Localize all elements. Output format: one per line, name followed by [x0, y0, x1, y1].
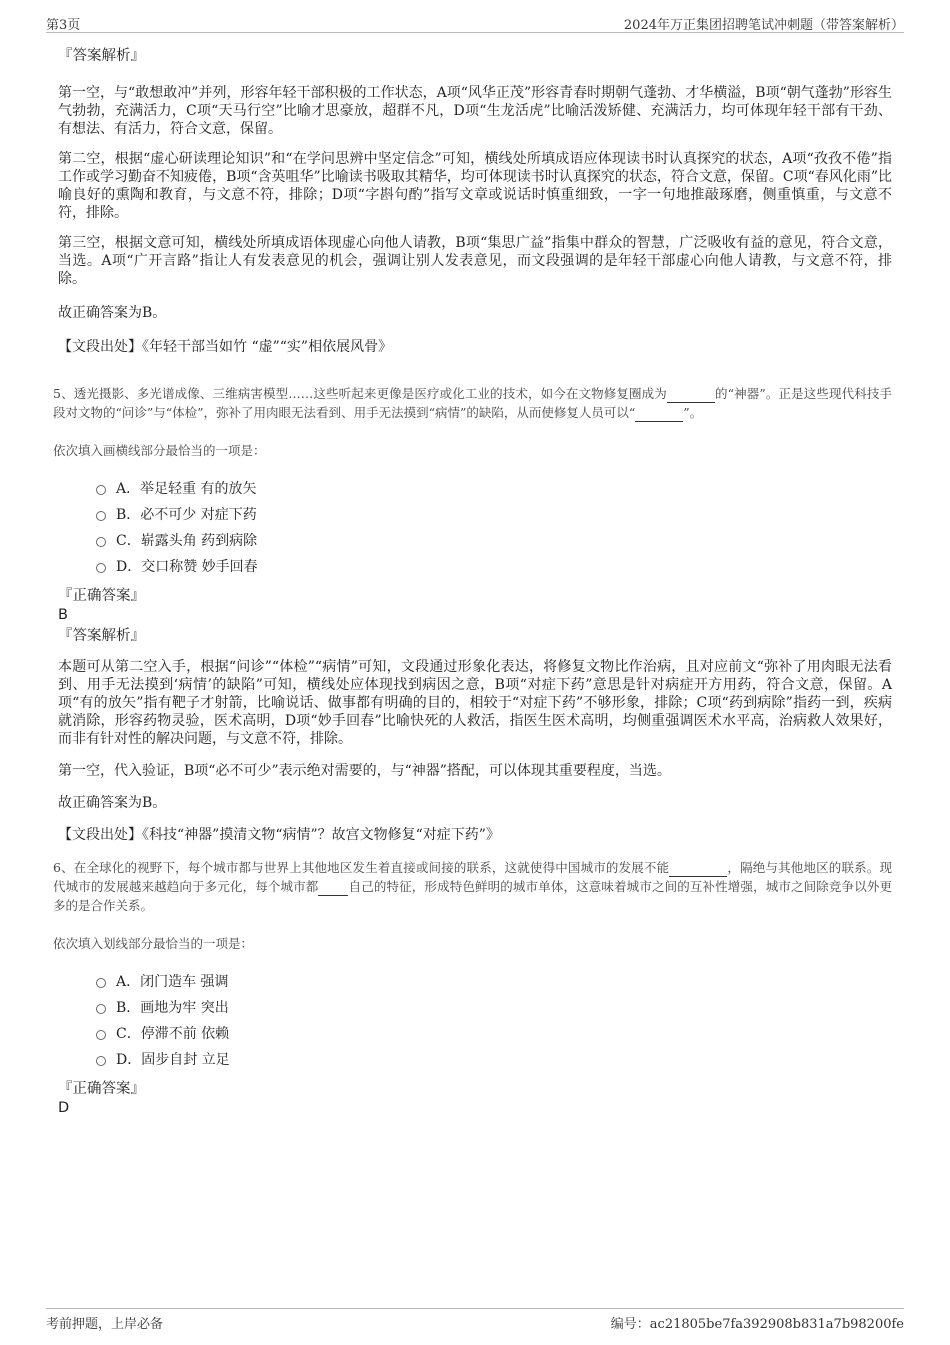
q5-analysis-label: 『答案解析』	[58, 628, 145, 644]
q4-conclusion: 故正确答案为B。	[58, 305, 167, 321]
q5-option-a[interactable]: A．举足轻重 有的放矢	[96, 476, 892, 502]
q6-blank-1	[669, 862, 727, 877]
q4-analysis-label: 『答案解析』	[58, 48, 145, 64]
q5-analysis-p1: 本题可从第二空入手，根据“问诊”“体检”“病情”可知，文段通过形象化表达，将修复文物比作治病，且对应前文“弥补了用肉眼无法看到、用手无法摸到‘病情’的缺陷”可知，横线处应体现找到病因之意，B项“对症下药”意思是针对病症开方用药，符合文意，保留。A项“有的放矢”指有靶子才射箭，比喻说话、做事都有明确的目的，相较于“对症下药”不够形象，排除；C项“药到病除”指药一到，疾病就消除，形容药物灵验，医术高明，D项“妙手回春”比喻快死的人救活，指医生医术高明，均侧重强调医术水平高，治病救人效果好，而非有针对性的解决问题，与文意不符，排除。	[58, 659, 892, 747]
q6-answer-label: 『正确答案』	[58, 1081, 145, 1097]
q4-analysis-p2: 第二空，根据“虚心研读理论知识”和“在学问思辨中坚定信念”可知，横线处所填成语应体现读书时认真探究的状态，A项“孜孜不倦”指工作或学习勤奋不知疲倦，B项“含英咀华”比喻读书吸取其精华，均可体现读书时认真探究的状态，符合文意，保留。C项“春风化雨”比喻良好的熏陶和教育，与文意不符，排除；D项“字斟句酌”指写文章或说话时慎重细致，一字一句地推敲琢磨，侧重慎重，与文意不符，排除。	[58, 151, 892, 221]
q5-option-c[interactable]: C．崭露头角 药到病除	[96, 528, 892, 554]
q5-text-a: 5、透光摄影、多光谱成像、三维病害模型……这些听起来更像是医疗或化工业的技术，如今在文物修复圈成为	[53, 386, 667, 401]
q6-option-c[interactable]: C．停滞不前 依赖	[96, 1021, 892, 1047]
q5-blank-1	[667, 388, 715, 403]
page-content	[53, 44, 892, 1117]
document-id: 编号：ac21805be7fa392908b831a7b98200fe	[610, 1317, 904, 1332]
q5-option-d[interactable]: D．交口称赞 妙手回春	[96, 554, 892, 580]
q6-option-b[interactable]: B．画地为牢 突出	[96, 995, 892, 1021]
page-header	[46, 12, 904, 33]
q6-stem	[53, 858, 892, 915]
q5-stem	[53, 384, 892, 422]
q5-answer-label: 『正确答案』	[58, 588, 145, 604]
q6-text-a: 6、在全球化的视野下，每个城市都与世界上其他地区发生着直接或间接的联系，这就使得中国城市的发展不能	[53, 860, 670, 875]
radio-icon[interactable]	[96, 1030, 106, 1040]
radio-icon[interactable]	[96, 1056, 106, 1066]
q6-options	[96, 969, 892, 1073]
radio-icon[interactable]	[96, 563, 106, 573]
radio-icon[interactable]	[96, 485, 106, 495]
q4-analysis-p3: 第三空，根据文意可知，横线处所填成语体现虚心向他人请教，B项“集思广益”指集中群众的智慧，广泛吸收有益的意见，符合文意，当选。A项“广开言路”指让人有发表意见的机会，强调让别人发表意见，而文段强调的是年轻干部虚心向他人请教，与文意不符，排除。	[58, 235, 892, 287]
footer-slogan: 考前押题，上岸必备	[46, 1317, 164, 1332]
radio-icon[interactable]	[96, 511, 106, 521]
q6-option-a[interactable]: A．闭门造车 强调	[96, 969, 892, 995]
q5-conclusion: 故正确答案为B。	[58, 795, 167, 811]
page-number: 第3页	[46, 18, 81, 33]
radio-icon[interactable]	[96, 978, 106, 988]
q6-blank-2	[318, 881, 348, 896]
q6-text-c: 自己的特征，形成特色鲜明的城市单体，这意味着城市之间的互补性增强，城市之间除竞争以外更多的是合作关系。	[53, 879, 892, 913]
q5-text-b: 的“神器”。正是这些现代科技手段对文物的“问诊”与“体检”，弥补了用肉眼无法看到、用手无法摸到“病情”的缺陷，从而使修复人员可以“	[53, 386, 892, 420]
q5-options	[96, 476, 892, 580]
q6-text-b: ，隔绝与其他地区的联系。现代城市的发展越来越趋向于多元化，每个城市都	[53, 860, 892, 894]
radio-icon[interactable]	[96, 1004, 106, 1014]
q6-instruction: 依次填入划线部分最恰当的一项是：	[53, 936, 254, 951]
q5-analysis-p2: 第一空，代入验证，B项“必不可少”表示绝对需要的，与“神器”搭配，可以体现其重要程度，当选。	[58, 763, 671, 779]
page-footer	[46, 1308, 904, 1332]
q5-blank-2	[635, 407, 683, 422]
q5-instruction: 依次填入画横线部分最恰当的一项是：	[53, 443, 266, 458]
q4-analysis-p1: 第一空，与“敢想敢冲”并列，形容年轻干部积极的工作状态，A项“风华正茂”形容青春时期朝气蓬勃、才华横溢，B项“朝气蓬勃”形容生气勃勃，充满活力，C项“天马行空”比喻才思豪放，超群不凡，D项“生龙活虎”比喻活泼矫健、充满活力，均可体现年轻干部有干劲、有想法、有活力，符合文意，保留。	[58, 85, 892, 137]
radio-icon[interactable]	[96, 537, 106, 547]
document-title: 2024年万正集团招聘笔试冲刺题（带答案解析）	[623, 18, 904, 33]
q5-option-b[interactable]: B．必不可少 对症下药	[96, 502, 892, 528]
q4-source: 【文段出处】《年轻干部当如竹 “虚”“实”相依展风骨》	[58, 339, 393, 355]
q5-text-c: ”。	[683, 405, 703, 420]
q5-source: 【文段出处】《科技“神器”摸清文物“病情”？故宫文物修复“对症下药”》	[58, 827, 500, 843]
q6-option-d[interactable]: D．固步自封 立足	[96, 1047, 892, 1073]
q6-answer: D	[58, 1100, 70, 1116]
q5-answer: B	[58, 607, 68, 623]
